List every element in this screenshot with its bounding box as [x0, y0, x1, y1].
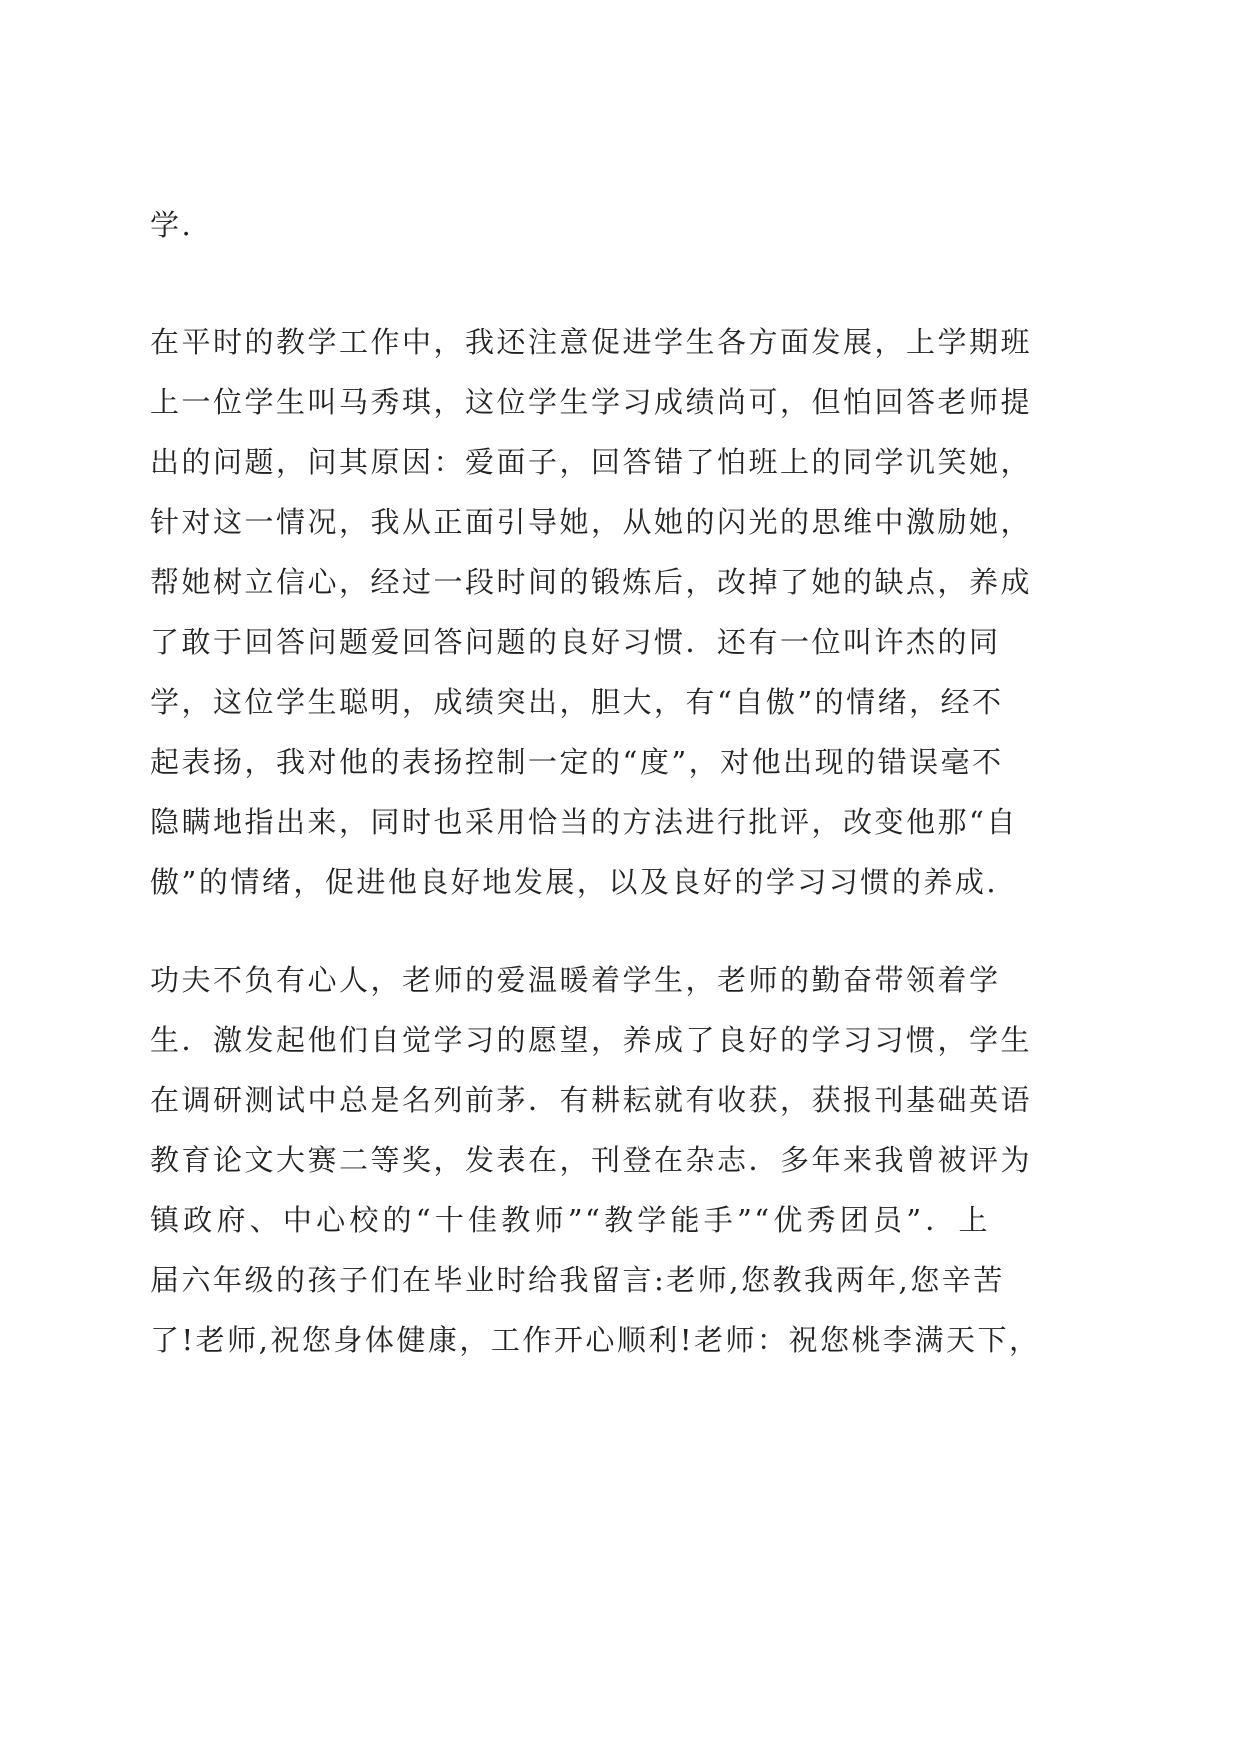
- text-line-10: 隐瞒地指出来，同时也采用恰当的方法进行批评，改变他那“自: [150, 805, 1018, 839]
- text-line-15: 教育论文大赛二等奖，发表在，刊登在杂志．多年来我曾被评为: [150, 1143, 1033, 1177]
- text-line-3: 上一位学生叫马秀琪，这位学生学习成绩尚可，但怕回答老师提: [150, 385, 1033, 419]
- text-line-11: 傲”的情绪，促进他良好地发展，以及良好的学习习惯的养成.: [150, 865, 999, 899]
- text-line-13: 生．激发起他们自觉学习的愿望，养成了良好的学习习惯，学生: [150, 1023, 1033, 1057]
- text-line-18: 了!老师,祝您身体健康，工作开心顺利!老师：祝您桃李满天下，: [150, 1323, 1041, 1357]
- text-line-4: 出的问题，问其原因：爱面子，回答错了怕班上的同学讥笑她，: [150, 445, 1033, 479]
- text-line-16: 镇政府、中心校的“十佳教师”“教学能手”“优秀团员”．上: [150, 1203, 990, 1237]
- text-line-9: 起表扬，我对他的表扬控制一定的“度”，对他出现的错误毫不: [150, 745, 1004, 779]
- text-line-1: 学.: [150, 208, 194, 242]
- text-line-7: 了敢于回答问题爱回答问题的良好习惯．还有一位叫许杰的同: [150, 625, 1001, 659]
- text-line-2: 在平时的教学工作中，我还注意促进学生各方面发展，上学期班: [150, 325, 1033, 359]
- text-line-6: 帮她树立信心，经过一段时间的锻炼后，改掉了她的缺点，养成: [150, 565, 1033, 599]
- text-line-5: 针对这一情况，我从正面引导她，从她的闪光的思维中激励她，: [150, 505, 1033, 539]
- text-line-12: 功夫不负有心人，老师的爱温暖着学生，老师的勤奋带领着学: [150, 963, 1001, 997]
- text-line-17: 届六年级的孩子们在毕业时给我留言:老师,您教我两年,您辛苦: [150, 1263, 1005, 1297]
- text-line-14: 在调研测试中总是名列前茅．有耕耘就有收获，获报刊基础英语: [150, 1083, 1033, 1117]
- text-line-8: 学，这位学生聪明，成绩突出，胆大，有“自傲”的情绪，经不: [150, 685, 1004, 719]
